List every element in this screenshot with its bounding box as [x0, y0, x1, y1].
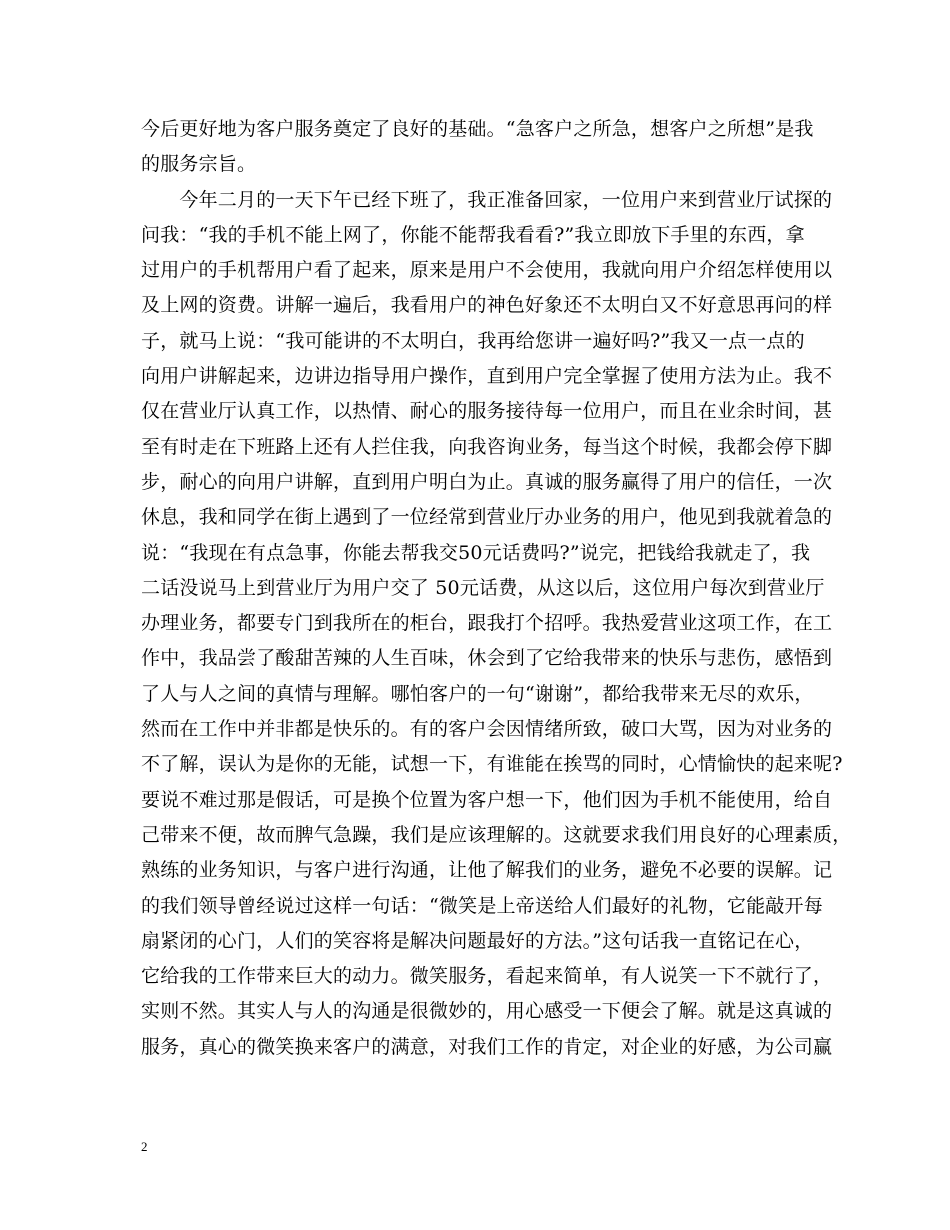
text-line: 熟练的业务知识，与客户进行沟通，让他了解我们的业务，避免不必要的误解。记: [141, 859, 833, 882]
text-line: 过用户的手机帮用户看了起来，原来是用户不会使用，我就向用户介绍怎样使用以: [141, 259, 833, 282]
text-line: 今后更好地为客户服务奠定了良好的基础。“急客户之所急，想客户之所想”是我: [141, 118, 814, 140]
text-line: 办理业务，都要专门到我所在的柜台，跟我打个招呼。我热爱营业这项工作，在工: [141, 612, 833, 635]
text-line: 它给我的工作带来巨大的动力。微笑服务，看起来简单，有人说笑一下不就行了，: [141, 965, 833, 988]
text-line: 扇紧闭的心门，人们的笑容将是解决问题最好的方法。”这句话我一直铭记在心，: [141, 929, 814, 952]
text-line: 的服务宗旨。: [141, 153, 257, 176]
text-line: 服务，真心的微笑换来客户的满意，对我们工作的肯定，对企业的好感，为公司赢: [141, 1035, 833, 1058]
text-line: 作中，我品尝了酸甜苦辣的人生百味，休会到了它给我带来的快乐与悲伤，感悟到: [141, 647, 833, 670]
text-line: 休息，我和同学在街上遇到了一位经常到营业厅办业务的用户，他见到我就着急的: [141, 506, 833, 529]
text-line: 了人与人之间的真情与理解。哪怕客户的一句“谢谢”，都给我带来无尽的欢乐，: [141, 682, 814, 705]
text-line: 二话没说马上到营业厅为用户交了 50元话费，从这以后，这位用户每次到营业厅: [141, 576, 825, 599]
text-line: 今年二月的一天下午已经下班了，我正准备回家，一位用户来到营业厅试探的: [141, 188, 833, 211]
text-line: 己带来不便，故而脾气急躁，我们是应该理解的。这就要求我们用良好的心理素质，: [141, 823, 852, 846]
text-line: 的我们领导曾经说过这样一句话：“微笑是上帝送给人们最好的礼物，它能敲开每: [141, 894, 823, 917]
text-line: 说：“我现在有点急事，你能去帮我交50元话费吗?”说完，把钱给我就走了，我: [141, 541, 811, 564]
page-number: 2: [141, 1139, 148, 1154]
text-line: 仅在营业厅认真工作，以热情、耐心的服务接待每一位用户，而且在业余时间，甚: [141, 400, 833, 423]
text-line: 及上网的资费。讲解一遍后，我看用户的神色好象还不太明白又不好意思再问的样: [141, 294, 833, 317]
text-line: 不了解，误认为是你的无能，试想一下，有谁能在挨骂的同时，心情愉快的起来呢?: [141, 753, 843, 776]
text-line: 问我：“我的手机不能上网了，你能不能帮我看看?”我立即放下手里的东西，拿: [141, 223, 805, 246]
text-line: 子，就马上说：“我可能讲的不太明白，我再给您讲一遍好吗?”我又一点一点的: [141, 329, 805, 352]
text-line: 要说不难过那是假话，可是换个位置为客户想一下，他们因为手机不能使用，给自: [141, 788, 833, 811]
text-line: 步，耐心的向用户讲解，直到用户明白为止。真诚的服务赢得了用户的信任，一次: [141, 470, 833, 493]
body-text: [141, 112, 852, 1065]
text-line: 至有时走在下班路上还有人拦住我，向我咨询业务，每当这个时候，我都会停下脚: [141, 435, 833, 458]
text-line: 然而在工作中并非都是快乐的。有的客户会因情绪所致，破口大骂，因为对业务的: [141, 718, 833, 741]
text-line: 实则不然。其实人与人的沟通是很微妙的，用心感受一下便会了解。就是这真诚的: [141, 1000, 833, 1023]
text-line: 向用户讲解起来，边讲边指导用户操作，直到用户完全掌握了使用方法为止。我不: [141, 365, 833, 388]
